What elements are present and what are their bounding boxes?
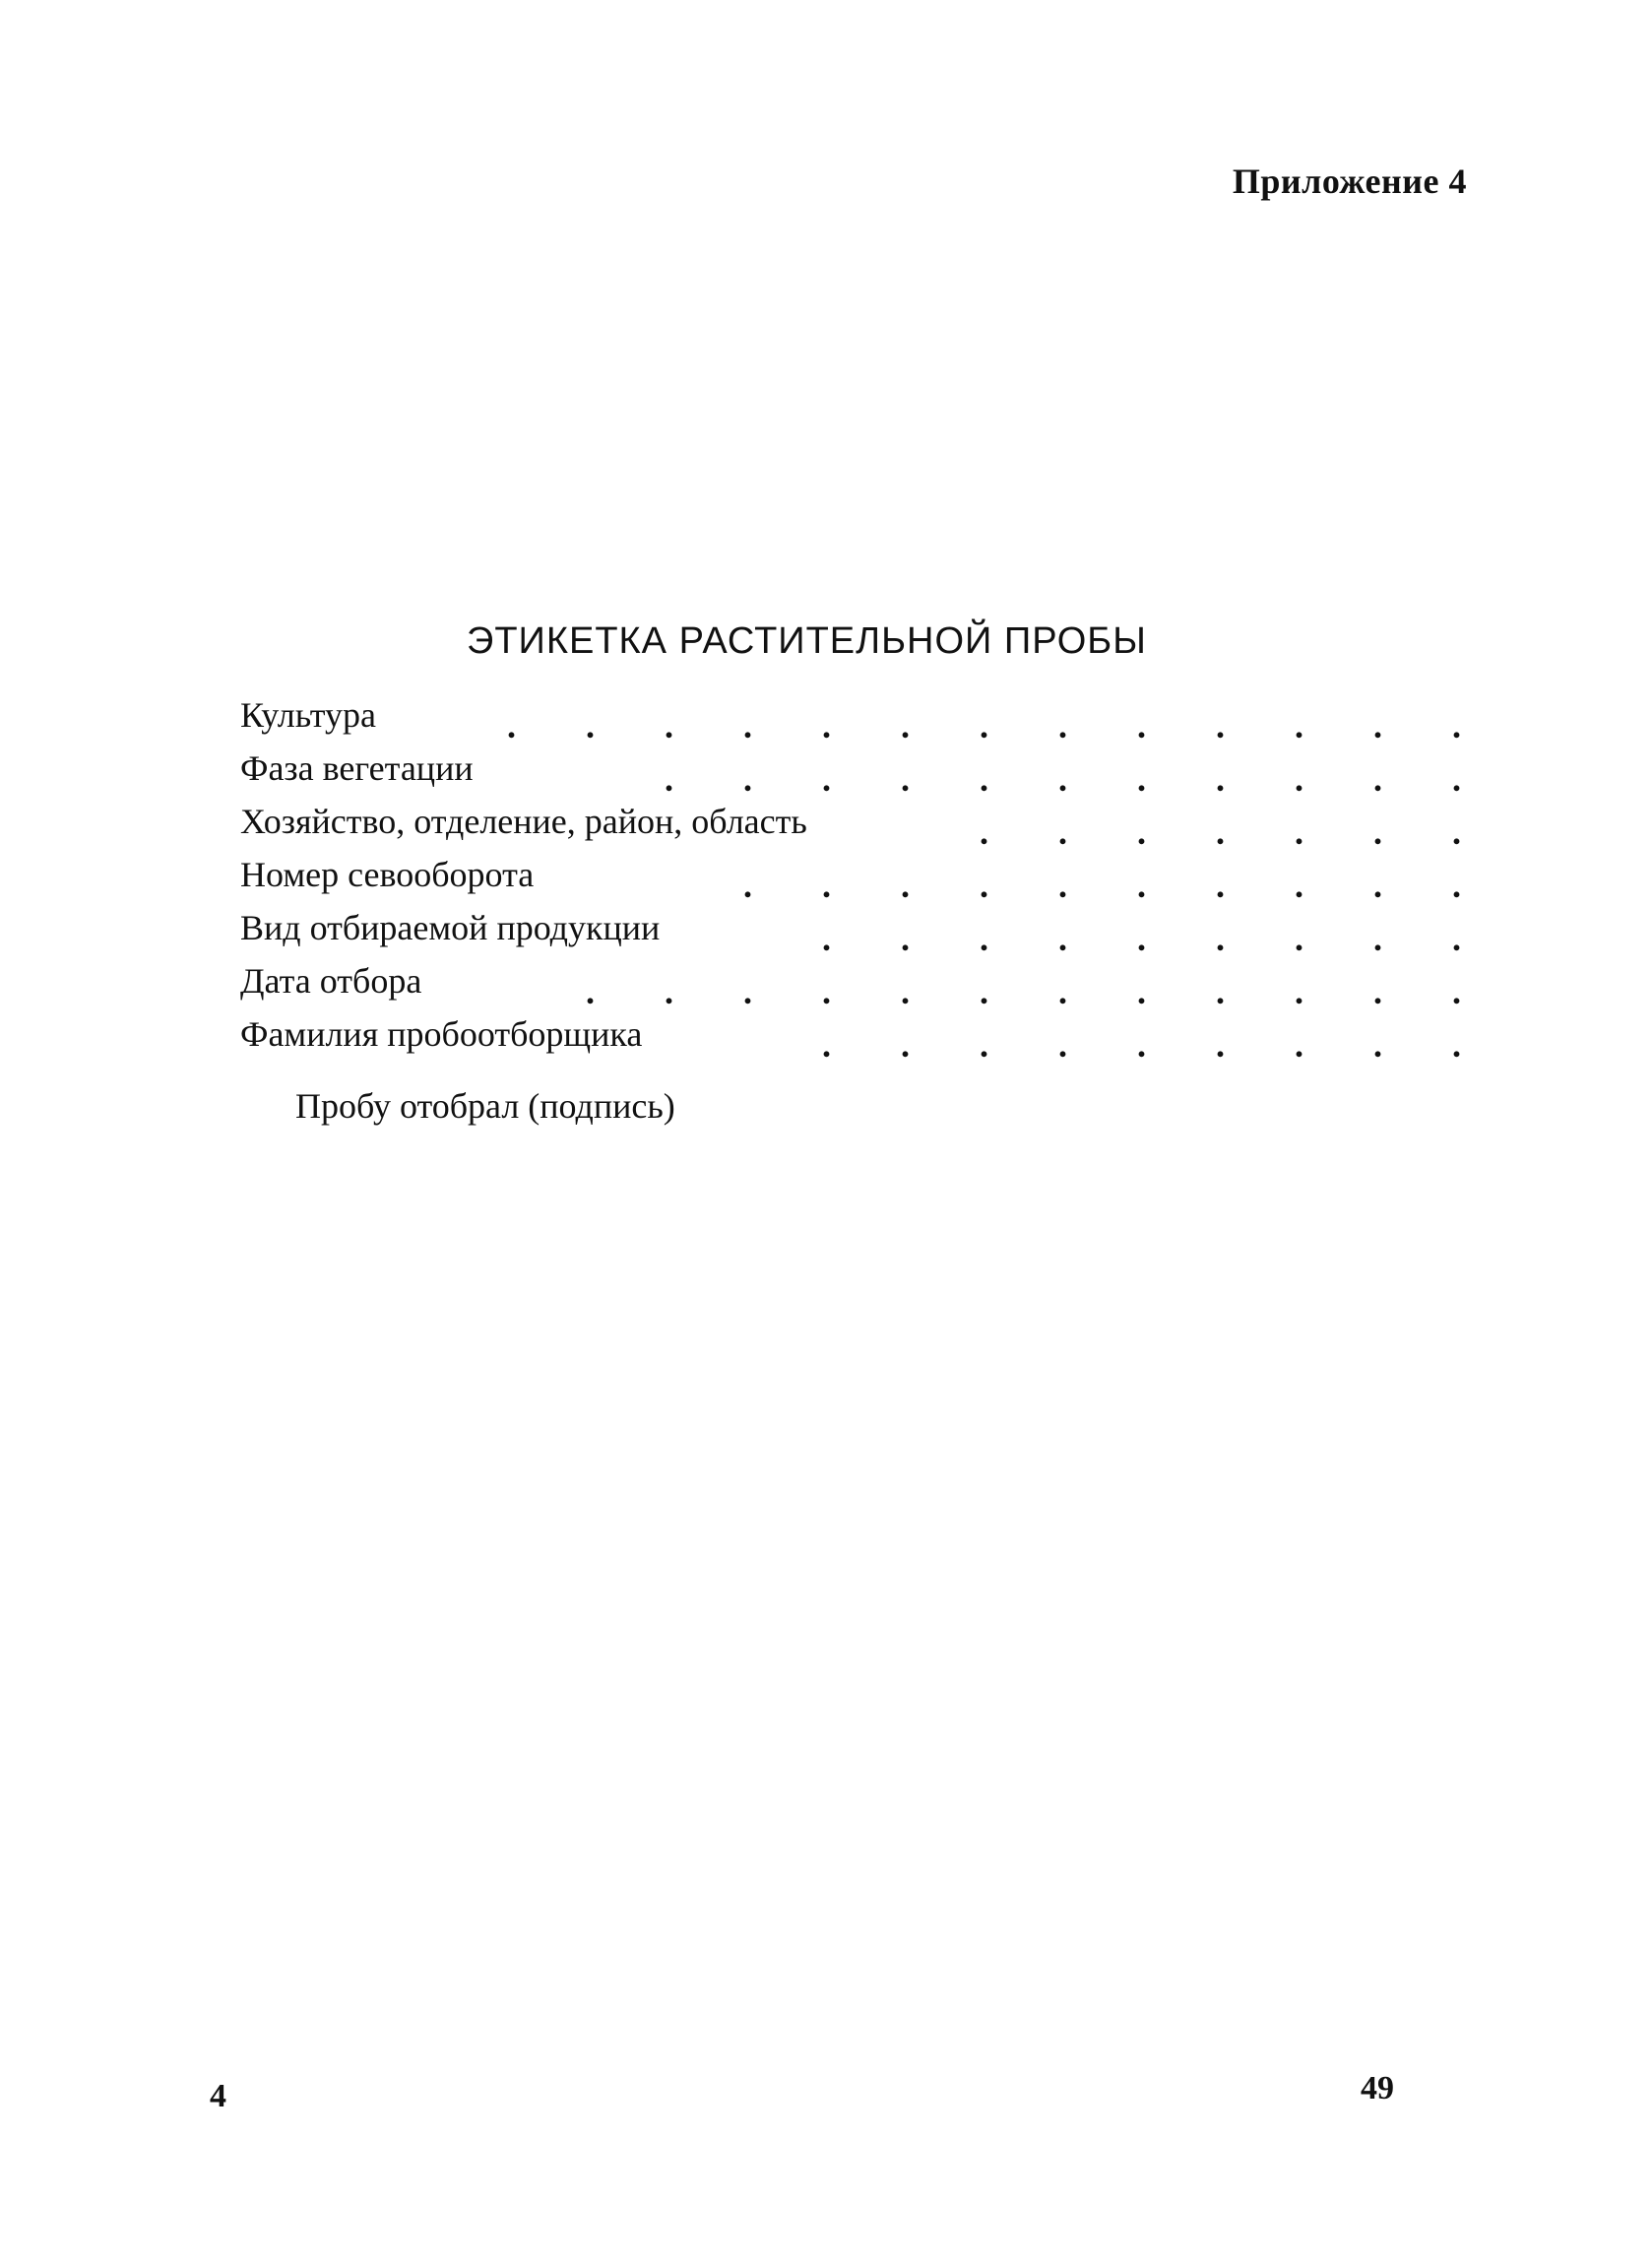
leader-dot: . — [1216, 972, 1225, 1011]
leader-dot: . — [980, 972, 988, 1011]
leader-dot: . — [1373, 866, 1382, 905]
leader-dot: . — [743, 972, 752, 1011]
leader-dot: . — [1295, 759, 1303, 799]
leader-dot: . — [1216, 919, 1225, 958]
leader-dot: . — [1137, 812, 1146, 852]
leader-dot: . — [901, 759, 910, 799]
field-dot-leader — [910, 812, 1461, 852]
leader-dot: . — [1216, 866, 1225, 905]
leader-dot: . — [1295, 706, 1303, 745]
leader-dot: . — [980, 1025, 988, 1065]
field-row — [240, 1012, 1461, 1066]
leader-dot: . — [1295, 812, 1303, 852]
sample-label-title: ЭТИКЕТКА РАСТИТЕЛЬНОЙ ПРОБЫ — [467, 620, 1147, 662]
leader-dot: . — [1452, 919, 1461, 958]
leader-dot: . — [1373, 812, 1382, 852]
field-label: Культура — [240, 693, 388, 737]
footer-signature-mark: 4 — [210, 2078, 226, 2114]
leader-dot: . — [507, 706, 516, 745]
leader-dot: . — [901, 919, 910, 958]
field-dot-leader — [752, 919, 1461, 958]
leader-dot: . — [1452, 706, 1461, 745]
field-dot-leader — [437, 706, 1461, 745]
leader-dot: . — [1216, 706, 1225, 745]
leader-dot: . — [1373, 1025, 1382, 1065]
field-row — [240, 693, 1461, 746]
leader-dot: . — [901, 706, 910, 745]
field-row — [240, 853, 1461, 906]
field-label: Хозяйство, отделение, район, область — [240, 800, 819, 843]
leader-dot: . — [822, 866, 831, 905]
field-label: Фамилия пробоотборщика — [240, 1012, 654, 1056]
leader-dot: . — [1058, 866, 1067, 905]
leader-dot: . — [1058, 972, 1067, 1011]
leader-dot: . — [665, 759, 673, 799]
leader-dot: . — [1216, 759, 1225, 799]
field-dot-leader — [516, 972, 1461, 1011]
leader-dot: . — [586, 972, 595, 1011]
leader-dot: . — [1373, 972, 1382, 1011]
leader-dot: . — [822, 972, 831, 1011]
appendix-label: Приложение 4 — [1232, 162, 1467, 201]
leader-dot: . — [1137, 972, 1146, 1011]
leader-dot: . — [1295, 919, 1303, 958]
leader-dot: . — [822, 1025, 831, 1065]
field-row — [240, 800, 1461, 853]
leader-dot: . — [822, 759, 831, 799]
leader-dot: . — [1058, 706, 1067, 745]
leader-dot: . — [1058, 1025, 1067, 1065]
leader-dot: . — [665, 972, 673, 1011]
field-row — [240, 959, 1461, 1012]
leader-dot: . — [665, 706, 673, 745]
field-row — [240, 746, 1461, 800]
field-label: Фаза вегетации — [240, 746, 485, 790]
leader-dot: . — [1216, 1025, 1225, 1065]
leader-dot: . — [1452, 866, 1461, 905]
leader-dot: . — [1058, 812, 1067, 852]
leader-dot: . — [1137, 706, 1146, 745]
leader-dot: . — [1216, 812, 1225, 852]
leader-dot: . — [822, 706, 831, 745]
leader-dot: . — [1137, 759, 1146, 799]
leader-dot: . — [743, 759, 752, 799]
sample-label-fields — [240, 693, 1461, 1066]
leader-dot: . — [980, 812, 988, 852]
leader-dot: . — [1452, 759, 1461, 799]
field-dot-leader — [752, 1025, 1461, 1065]
leader-dot: . — [1295, 972, 1303, 1011]
leader-dot: . — [1058, 919, 1067, 958]
leader-dot: . — [743, 866, 752, 905]
leader-dot: . — [980, 866, 988, 905]
leader-dot: . — [980, 759, 988, 799]
leader-dot: . — [1137, 1025, 1146, 1065]
leader-dot: . — [1373, 759, 1382, 799]
field-label: Дата отбора — [240, 959, 433, 1003]
leader-dot: . — [1137, 919, 1146, 958]
leader-dot: . — [901, 972, 910, 1011]
leader-dot: . — [901, 1025, 910, 1065]
leader-dot: . — [1452, 1025, 1461, 1065]
leader-dot: . — [1295, 1025, 1303, 1065]
field-dot-leader — [673, 866, 1461, 905]
leader-dot: . — [1373, 706, 1382, 745]
leader-dot: . — [1137, 866, 1146, 905]
leader-dot: . — [980, 706, 988, 745]
field-row — [240, 906, 1461, 959]
leader-dot: . — [586, 706, 595, 745]
leader-dot: . — [822, 919, 831, 958]
leader-dot: . — [1295, 866, 1303, 905]
leader-dot: . — [980, 919, 988, 958]
leader-dot: . — [1452, 812, 1461, 852]
field-label: Номер севооборота — [240, 853, 545, 896]
leader-dot: . — [1373, 919, 1382, 958]
leader-dot: . — [1058, 759, 1067, 799]
leader-dot: . — [743, 706, 752, 745]
field-dot-leader — [595, 759, 1461, 799]
leader-dot: . — [901, 866, 910, 905]
leader-dot: . — [1452, 972, 1461, 1011]
page-number: 49 — [1361, 2070, 1394, 2106]
signature-line: Пробу отобрал (подпись) — [295, 1086, 675, 1126]
field-label: Вид отбираемой продукции — [240, 906, 671, 949]
